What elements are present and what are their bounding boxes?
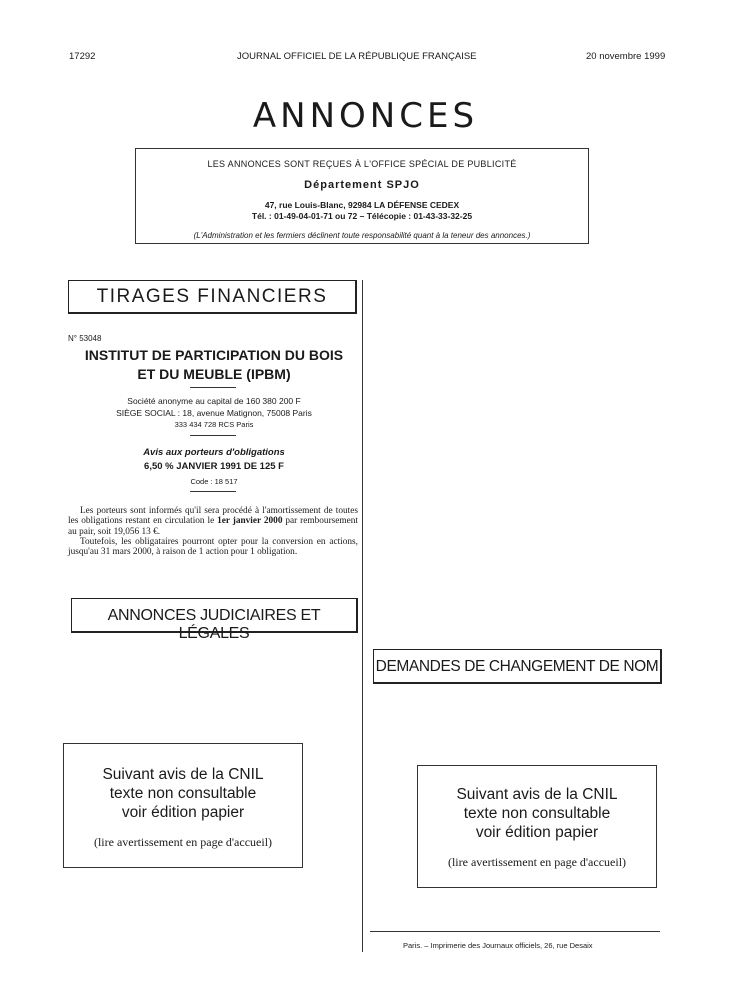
- office-disclaimer: (L'Administration et les fermiers déclinent toute responsabilité quant à la teneur des annonces.): [193, 231, 531, 240]
- divider: [190, 491, 236, 492]
- divider: [190, 387, 236, 388]
- section-changement-de-nom: [373, 649, 662, 684]
- printer-footer: Paris. – Imprimerie des Journaux officiels, 26, rue Desaix: [403, 941, 593, 950]
- issue-date: 20 novembre 1999: [586, 51, 666, 62]
- para1-text-end: par remboursement au pair, soit 19,056 13 €.: [68, 516, 358, 537]
- company-rcs: 333 434 728 RCS Paris: [174, 420, 254, 429]
- section-title: TIRAGES FINANCIERS: [96, 286, 328, 307]
- avis-subheading: 6,50 % JANVIER 1991 DE 125 F: [144, 461, 284, 472]
- column-divider: [362, 280, 363, 952]
- avis-code: Code : 18 517: [190, 477, 238, 486]
- company-address: SIÈGE SOCIAL : 18, avenue Matignon, 75008 Paris: [116, 408, 312, 418]
- cnil-line1: Suivant avis de la CNIL: [102, 766, 264, 783]
- company-capital: Société anonyme au capital de 160 380 200 F: [127, 396, 301, 406]
- notice-paragraph: [68, 506, 358, 537]
- cnil-note: (lire avertissement en page d'accueil): [447, 855, 627, 869]
- cnil-notice-box: [417, 765, 657, 888]
- notice-title-line1: INSTITUT DE PARTICIPATION DU BOIS: [84, 347, 344, 363]
- footer-divider: [370, 931, 660, 932]
- office-info-box: [135, 148, 589, 244]
- office-address: 47, rue Louis-Blanc, 92984 LA DÉFENSE CEDEX: [264, 200, 460, 210]
- section-title: ANNONCES JUDICIAIRES ET LÉGALES: [107, 607, 321, 642]
- cnil-line3: voir édition papier: [121, 804, 245, 821]
- journal-title: JOURNAL OFFICIEL DE LA RÉPUBLIQUE FRANÇAISE: [237, 51, 477, 62]
- office-phone: Tél. : 01-49-04-01-71 ou 72 – Télécopie : 01-43-33-32-25: [251, 211, 473, 221]
- company-info: [68, 395, 360, 431]
- cnil-line2: texte non consultable: [109, 785, 257, 802]
- para1-text: Les porteurs sont informés qu'il sera procédé à l'amortissement de toutes les obligations restant en circulation le: [68, 506, 358, 527]
- notice-title-line2: ET DU MEUBLE (IPBM): [137, 366, 291, 382]
- avis-heading: Avis aux porteurs d'obligations: [143, 447, 285, 458]
- page-title: ANNONCES: [252, 96, 479, 136]
- cnil-line1: Suivant avis de la CNIL: [456, 786, 618, 803]
- section-title: DEMANDES DE CHANGEMENT DE NOM: [375, 658, 659, 675]
- department: Département SPJO: [304, 179, 420, 191]
- para1-date: 1er janvier 2000: [217, 516, 283, 527]
- section-tirages-financiers: [68, 280, 357, 314]
- section-annonces-judiciaires: [71, 598, 358, 642]
- office-notice: LES ANNONCES SONT REÇUES À L'OFFICE SPÉCIAL DE PUBLICITÉ: [207, 159, 517, 169]
- divider: [190, 435, 236, 436]
- cnil-line3: voir édition papier: [475, 824, 599, 841]
- cnil-line2: texte non consultable: [463, 805, 611, 822]
- notice-title: [68, 346, 360, 384]
- page-number: 17292: [69, 51, 96, 62]
- notice-body: [68, 506, 358, 557]
- notice-number: N° 53048: [68, 334, 102, 343]
- notice-paragraph: Toutefois, les obligataires pourront opter pour la conversion en actions, jusqu'au 31 mars 2000, à raison de 1 action pour 1 obligation.: [68, 536, 358, 558]
- cnil-note: (lire avertissement en page d'accueil): [93, 835, 273, 849]
- cnil-notice-box: [63, 743, 303, 868]
